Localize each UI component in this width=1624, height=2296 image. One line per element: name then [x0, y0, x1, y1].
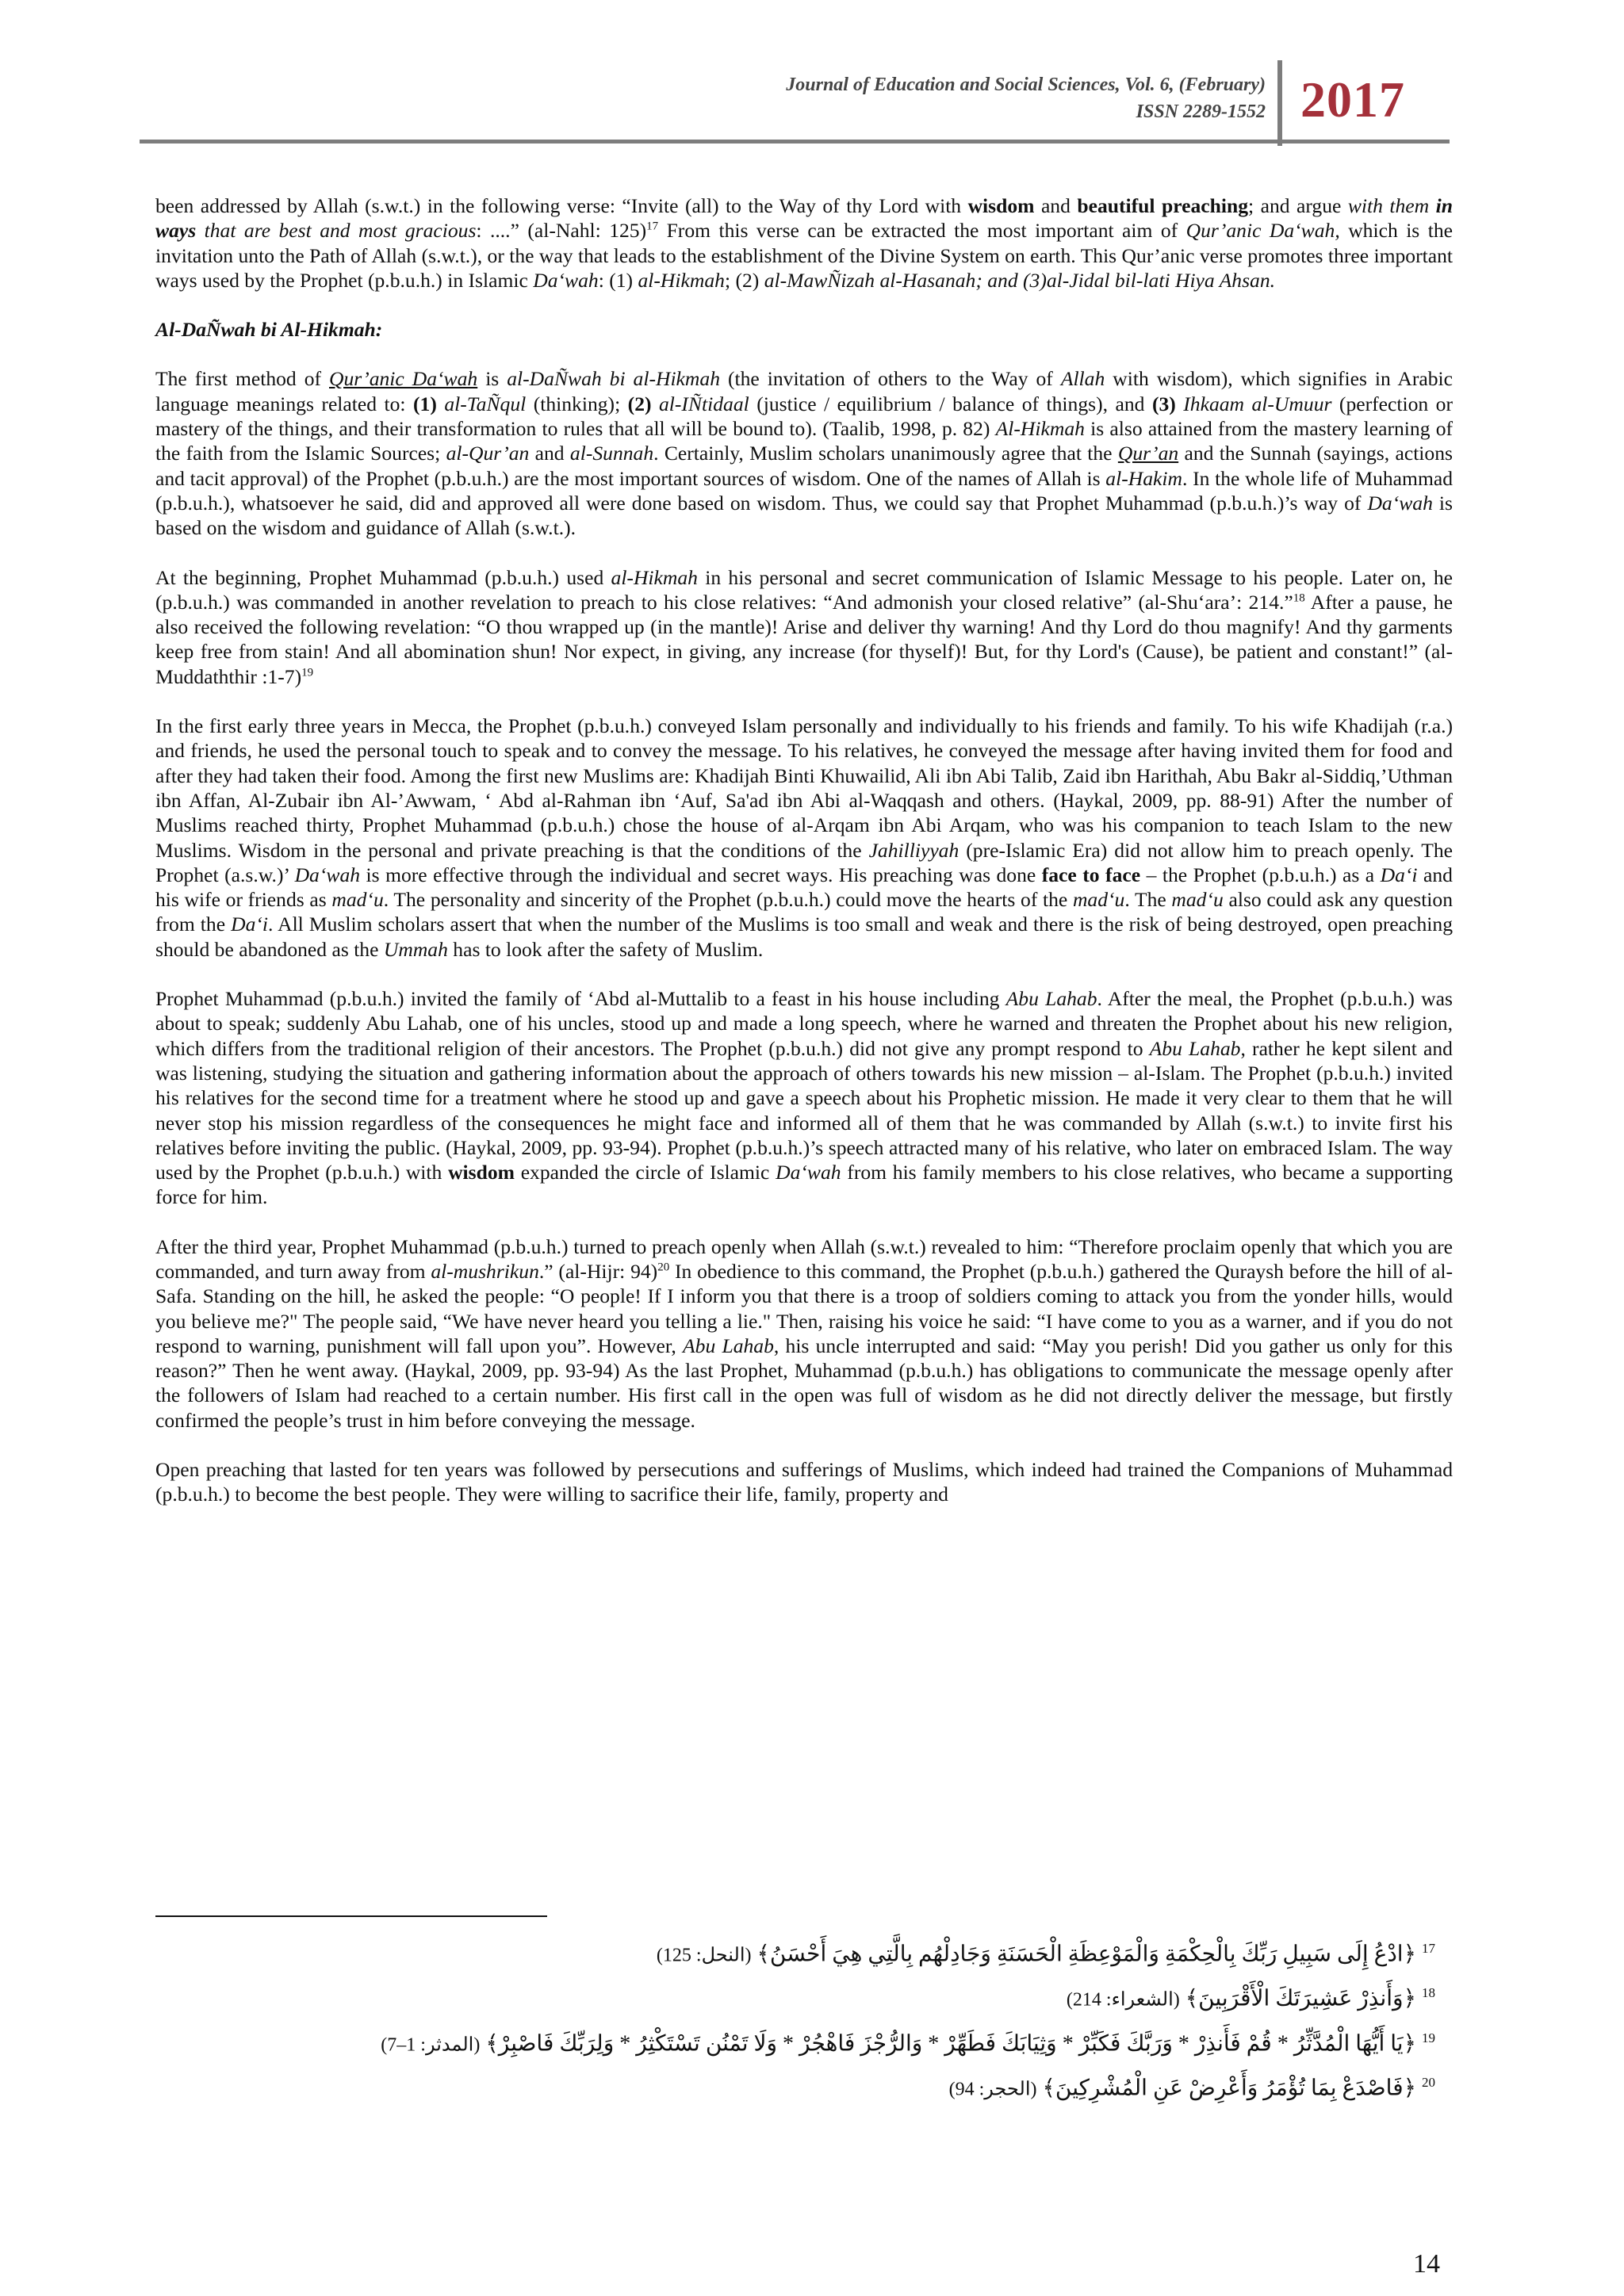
text-run: ; and argue	[1248, 194, 1348, 217]
footnote-ref-18[interactable]: 18	[1293, 591, 1305, 605]
underlined-italic-run: Qur’anic Da‘wah	[329, 367, 478, 391]
footnote-citation: (الحجر: 94)	[948, 2079, 1037, 2100]
text-run: and	[1034, 194, 1078, 217]
footnote-ref-17[interactable]: 17	[646, 220, 659, 233]
footnote-ref-19[interactable]: 19	[301, 666, 314, 679]
footnote-number: 17	[1422, 1941, 1435, 1956]
footnote-citation: (النحل: 125)	[656, 1945, 752, 1966]
italic-run: Qur’anic Da‘wah,	[1185, 219, 1340, 243]
footnote-number: 18	[1422, 1985, 1435, 2001]
footnote-ref-20[interactable]: 20	[657, 1261, 670, 1274]
footnote-verse: ﴿فَاصْدَعْ بِمَا تُؤْمَرُ وَأَعْرِضْ عَنِ الْمُشْرِكِينَ﴾	[1042, 2076, 1416, 2101]
header-vertical-divider	[1277, 60, 1282, 146]
page-number: 14	[1413, 2249, 1440, 2279]
paragraph-1	[155, 193, 1453, 293]
text-run: From this verse can be extracted the most important aim of	[658, 219, 1186, 243]
footnote-separator	[155, 1915, 547, 1917]
text-run: been addressed by Allah (s.w.t.) in the following verse: “Invite (all) to the Way of thy Lord with	[155, 194, 968, 217]
italic-run: with them	[1347, 194, 1430, 217]
bold-italic-run: in ways	[155, 194, 1453, 243]
footnote-19	[238, 2021, 1435, 2062]
paragraph-6: After the third year, Prophet Muhammad (p.b.u.h.) turned to preach openly when Allah (s.w.t.) revealed to him: “Therefore proclaim openly that which you are commanded, and turn away from al-mushrikun.” (al-Hijr: 94)$^{20}$ In obedience to this command, the Prophet (p.b.u.h.) gathered the Quraysh before the hill of al-Safa. Standing on the hill, he asked the people: “O people! If I inform you that there is a troop of soldiers coming to attack you from the yonder hills, would you believe me?" The people said, “We have never heard you telling a lie." Then, raising his voice he said: “I have come to you as a warner, and if you do not respond to warning, punishment will fall upon you”. However, Abu Lahab, his uncle interrupted and said: “May you perish! Did you gather us only for this reason?” Then he went away. (Haykal, 2009, pp. 93-94) As the last Prophet, Muhammad (p.b.u.h.) has obligations to communicate the message openly after the followers of Islam had reached to a certain number. His first call in the open was full of wisdom as he did not directly deliver the message, but firstly confirmed the people’s trust in him before conveying the message.	[155, 1234, 1454, 1432]
paragraph-7: Open preaching that lasted for ten years was followed by persecutions and sufferings of Muslims, which indeed had trained the Companions of Muhammad (p.b.u.h.) to become the best people. They were willing to sacrifice their life, family, property and	[155, 1458, 1453, 1506]
paragraph-3: At the beginning, Prophet Muhammad (p.b.u.h.) used al-Hikmah in his personal and secret communication of Islamic Message to his people. Later on, he (p.b.u.h.) was commanded in another revelation to preach to his close relatives: “And admonish your closed relative” (al-Shu‘ara’: 214.”$^{18}$ After a pause, he also received the following revelation: “O thou wrapped up (in the mantle)! Arise and deliver thy warning! And thy Lord do thou magnify! And thy garments keep free from stain! And all abomination shun! Nor expect, in giving, any increase (for thyself)! But, for thy Lord's (Cause), be patient and constant!” (al-Muddaththir :1-7)$^{19}$	[155, 565, 1453, 688]
footnote-18	[238, 1976, 1435, 2017]
journal-header	[314, 71, 1266, 125]
journal-year: 2017	[1300, 71, 1405, 128]
footnote-verse: ﴿وَأَنذِرْ عَشِيرَتَكَ الْأَقْرَبِينَ﴾	[1185, 1986, 1416, 2011]
bold-run: wisdom	[967, 194, 1035, 217]
footnote-number: 19	[1422, 2030, 1435, 2045]
text-run: : ....” (al-Nahl: 125)	[476, 219, 647, 243]
footnote-number: 20	[1422, 2074, 1435, 2090]
paragraph-5: Prophet Muhammad (p.b.u.h.) invited the family of ‘Abd al-Muttalib to a feast in his house including Abu Lahab. After the meal, the Prophet (p.b.u.h.) was about to speak; suddenly Abu Lahab, one of his uncles, stood up and made a long speech, where he warned and threaten the Prophet about his new religion, which differs from the traditional religion of their ancestors. The Prophet (p.b.u.h.) did not give any prompt respond to Abu Lahab, rather he kept silent and was listening, studying the situation and gathering information about the approach of others towards his new mission – al-Islam. The Prophet (p.b.u.h.) invited his relatives for the second time for a treatment where he stood up and gave a speech about his Prophetic mission. He made it very clear to them that he will never stop his mission regardless of the consequences he might face and informed all of them that he was commanded by Allah (s.w.t.) to invite first his relatives before inviting the public. (Haykal, 2009, pp. 93-94). Prophet (p.b.u.h.)’s speech attracted many of his relative, who later on embraced Islam. The way used by the Prophet (p.b.u.h.) with wisdom expanded the circle of Islamic Da‘wah from his family members to his close relatives, who became a supporting force for him.	[155, 987, 1453, 1209]
italic-run: al-Hikmah	[638, 268, 725, 292]
article-body	[155, 193, 1453, 1532]
footnote-verse: ﴿ادْعُ إِلَى سَبِيلِ رَبِّكَ بِالْحِكْمَةِ وَالْمَوْعِظَةِ الْحَسَنَةِ وَجَادِلْهُم بِالَّتِي هِيَ أَحْسَنُ﴾	[756, 1942, 1416, 1967]
header-rule	[140, 140, 1450, 144]
footnote-citation: (الشعراء: 214)	[1066, 1989, 1180, 2011]
footnote-citation: (المدثر: 1–7)	[381, 2034, 481, 2055]
journal-issn: ISSN 2289-1552	[1136, 101, 1266, 122]
section-heading: Al-DaÑwah bi Al-Hikmah:	[155, 318, 383, 342]
footnote-17	[238, 1931, 1435, 1973]
bold-run: beautiful preaching	[1077, 194, 1248, 217]
paragraph-2: The first method of Qur’anic Da‘wah is al-DaÑwah bi al-Hikmah (the invitation of others to the Way of Allah with wisdom), which signifies in Arabic language meanings related to: (1) al-TaÑqul (thinking); (2) al-IÑtidaal (justice / equilibrium / balance of things), and (3) Ihkaam al-Umuur (perfection or mastery of the things, and their transformation to rules that all will be bound to). (Taalib, 1998, p. 82) Al-Hikmah is also attained from the mastery learning of the faith from the Islamic Sources; al-Qur’an and al-Sunnah. Certainly, Muslim scholars unanimously agree that the Qur’an and the Sunnah (sayings, actions and tacit approval) of the Prophet (p.b.u.h.) are the most important sources of wisdom. One of the names of Allah is al-Hakim. In the whole life of Muhammad (p.b.u.h.), whatsoever he said, did and approved all were done based on wisdom. Thus, we could say that Prophet Muhammad (p.b.u.h.)’s way of Da‘wah is based on the wisdom and guidance of Allah (s.w.t.).	[155, 367, 1454, 540]
journal-title: Journal of Education and Social Sciences, Vol. 6, (February)	[786, 75, 1266, 95]
footnote-verse: ﴿يَا أَيُّهَا الْمُدَّثِّرُ * قُمْ فَأَنذِرْ * وَرَبَّكَ فَكَبِّرْ * وَثِيَابَكَ فَطَهِّرْ * وَالرُّجْزَ فَاهْجُرْ * وَلَا تَمْنُن تَسْتَكْثِرُ * وَلِرَبِّكَ فَاصْبِرْ﴾	[485, 2030, 1416, 2056]
text-run: : (1)	[598, 268, 638, 292]
text-run: ; (2)	[724, 268, 764, 292]
italic-run: al-MawÑizah al-Hasanah; and (3)al-Jidal bil-lati Hiya Ahsan.	[764, 268, 1276, 292]
footnote-20	[238, 2065, 1435, 2107]
underlined-italic-run: Qur’an	[1117, 442, 1179, 465]
paragraph-4: In the first early three years in Mecca, the Prophet (p.b.u.h.) conveyed Islam personally and individually to his friends and family. To his wife Khadijah (r.a.) and friends, he used the personal touch to speak and to convey the message. To his relatives, he conveyed the message after having invited them for food and after they had taken their food. Among the first new Muslims are: Khadijah Binti Khuwailid, Ali ibn Abi Talib, Zaid ibn Harithah, Abu Bakr al-Siddiq,’Uthman ibn Affan, Al-Zubair ibn Al-’Awwam, ‘ Abd al-Rahman ibn ‘Auf, Sa'ad ibn Abi al-Waqqash and others. (Haykal, 2009, pp. 88-91) After the number of Muslims reached thirty, Prophet Muhammad (p.b.u.h.) chose the house of al-Arqam ibn Abi Arqam, who was his companion to teach Islam to the new Muslims. Wisdom in the personal and private preaching is that the conditions of the Jahilliyyah (pre-Islamic Era) did not allow him to preach openly. The Prophet (a.s.w.)’ Da‘wah is more effective through the individual and secret ways. His preaching was done face to face – the Prophet (p.b.u.h.) as a Da‘i and his wife or friends as mad‘u. The personality and sincerity of the Prophet (p.b.u.h.) could move the hearts of the mad‘u. The mad‘u also could ask any question from the Da‘i. All Muslim scholars assert that when the number of the Muslims is too small and weak and there is the risk of being destroyed, open preaching should be abandoned as the Ummah has to look after the safety of Muslim.	[155, 714, 1454, 961]
text-run: which is the invitation unto the Path of Allah (s.w.t.), or the way that leads to the establishment of the Divine System on earth. This Qur’anic verse promotes three important ways used by the Prophet (p.b.u.h.) in Islamic	[155, 219, 1453, 292]
footnotes	[238, 1931, 1435, 2110]
italic-run: that are best and most gracious	[196, 219, 477, 243]
italic-run: Da‘wah	[533, 268, 599, 292]
